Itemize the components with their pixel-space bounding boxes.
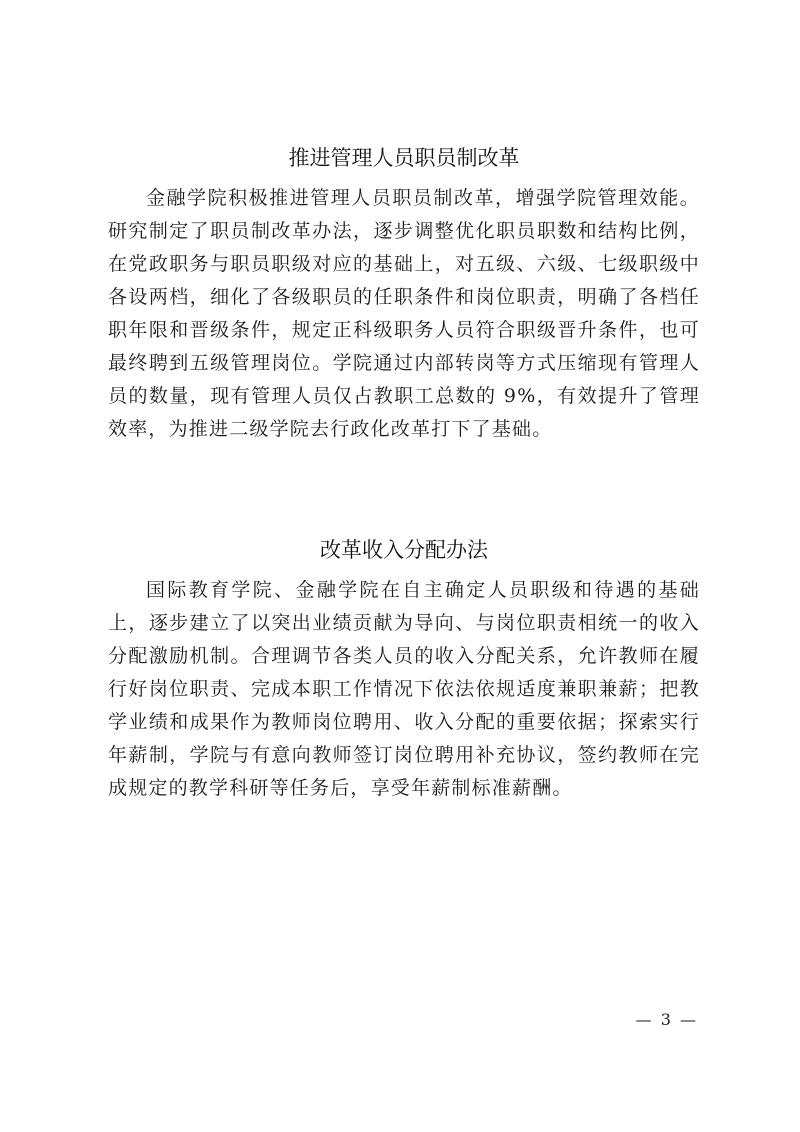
section-paragraph-staff-reform: 金融学院积极推进管理人员职员制改革，增强学院管理效能。研究制定了职员制改革办法，逐步调整优化职员职数和结构比例，在党政职务与职员职级对应的基础上，对五级、六级、七级职级中各设两档，细化了各级职员的任职条件和岗位职责，明确了各档任职年限和晋级条件，规定正科级职务人员符合职级晋升条件，也可最终聘到五级管理岗位。学院通过内部转岗等方式压缩现有管理人员的数量，现有管理人员仅占教职工总数的 9%，有效提升了管理效率，为推进二级学院去行政化改革打下了基础。 [108, 187, 700, 440]
section-paragraph-income-reform: 国际教育学院、金融学院在自主确定人员职级和待遇的基础上，逐步建立了以突出业绩贡献为导向、与岗位职责相统一的收入分配激励机制。合理调节各类人员的收入分配关系，允许教师在履行好岗位职责、完成本职工作情况下依法依规适度兼职兼薪；把教学业绩和成果作为教师岗位聘用、收入分配的重要依据；探索实行年薪制，学院与有意向教师签订岗位聘用补充协议，签约教师在完成规定的教学科研等任务后，享受年薪制标准薪酬。 [108, 579, 700, 799]
page-number: — 3 — [635, 1010, 698, 1029]
section-heading-staff-reform: 推进管理人员职员制改革 [288, 146, 520, 170]
section-heading-income-reform: 改革收入分配办法 [320, 538, 488, 562]
